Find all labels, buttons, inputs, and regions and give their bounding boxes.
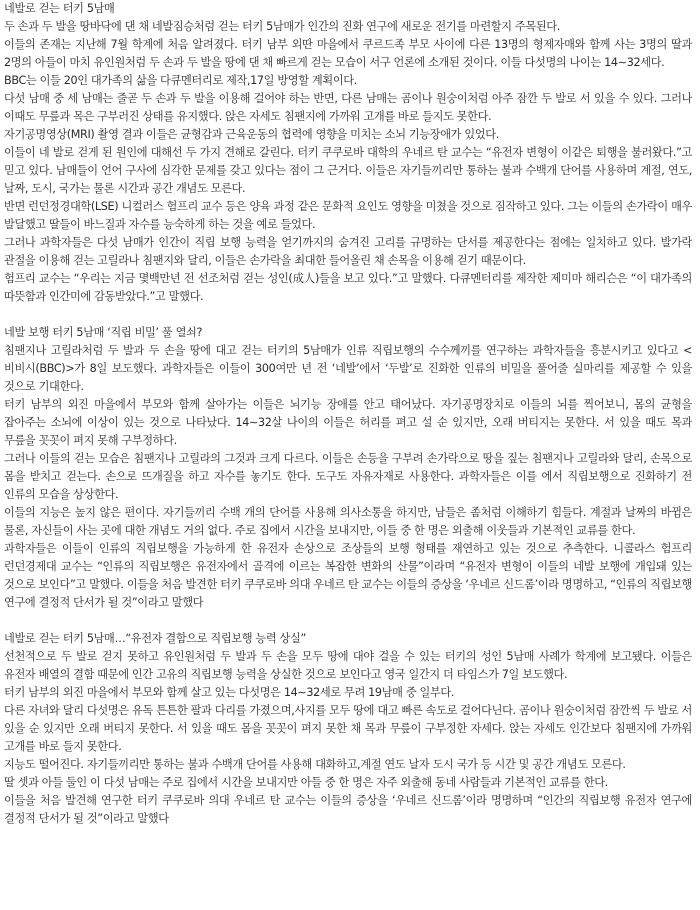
paragraph: 험프리 교수는 “우리는 지금 몇백만년 전 선조처럼 걷는 성인(成人)들을 보고 있다.”고 말했다. 다큐멘터리를 제작한 제미마 해리슨은 “이 대가족의 따뜻함과 인간미에 감동받았다.”고 말했다.: [4, 272, 692, 303]
paragraph: 과학자들은 이들이 인류의 직립보행을 가능하게 한 유전자 손상으로 조상들의 보행 형태를 재연하고 있는 것으로 추측한다. 니콜라스 험프리 런던경제대 교수는 “인류의 직립보행은 유전자에서 골격에 이르는 복잡한 변화의 산물”이라며 “유전자 변형이 이들의 네발 보행에 개입돼 있는 것으로 보인다”고 말했다. 이들을 처음 발견한 터키 쿠쿠로바 의대 우네르 탄 교수는 이들의 증상을 ‘우네르 신드롬’이라 명명하고, “인류의 직립보행 연구에 결정적 단서가 될 것”이라고 말했다: [4, 542, 692, 609]
paragraph: 이들의 지능은 높지 않은 편이다. 자기들끼리 수백 개의 단어를 사용해 의사소통을 하지만, 남들은 좀처럼 이해하기 힘들다. 계절과 날짜의 바뀜은 물론, 자신들이 사는 곳에 대한 개념도 거의 없다. 주로 집에서 시간을 보내지만, 이들 중 한 명은 외출해 이웃들과 기본적인 교류를 한다.: [4, 506, 692, 537]
paragraph: BBC는 이들 20인 대가족의 삶을 다큐멘터리로 제작,17일 방영할 계획이다.: [4, 74, 357, 87]
article-section-1: [4, 0, 692, 306]
section-title: 네발로 걷는 터키 5남매…“유전자 결함으로 직립보행 능력 상실”: [4, 632, 306, 645]
paragraph: 두 손과 두 발을 땅바닥에 댄 채 네발짐승처럼 걷는 터키 5남매가 인간의 진화 연구에 새로운 전기를 마련할지 주목된다.: [4, 20, 560, 33]
section-spacer: [4, 306, 692, 324]
paragraph: 자기공명영상(MRI) 촬영 결과 이들은 균형감과 근육운동의 협력에 영향을 미치는 소뇌 기능장애가 있었다.: [4, 128, 499, 141]
paragraph: 이들의 존재는 지난해 7월 학계에 처음 알려졌다. 터키 남부 외딴 마을에서 쿠르드족 부모 사이에 다른 13명의 형제자매와 함께 사는 3명의 딸과 2명의 아들이 마치 유인원처럼 두 손과 두 발을 땅에 댄 채 빠르게 걷는 모습이 서구 언론에 소개된 것이다. 이들 다섯명의 나이는 14∼32세다.: [4, 38, 692, 69]
section-title: 네발로 걷는 터키 5남매: [4, 2, 115, 15]
section-spacer: [4, 612, 692, 630]
paragraph: 그러나 과학자들은 다섯 남매가 인간이 직립 보행 능력을 얻기까지의 숨겨진 고리를 규명하는 단서를 제공한다는 점에는 일치하고 있다. 발가락 관절을 이용해 걷는 고릴라나 침팬지와 달리, 이들은 손가락을 최대한 들어올린 채 손목을 이용해 걷기 때문이다.: [4, 236, 692, 267]
paragraph: 이들을 처음 발견해 연구한 터키 쿠쿠로바 의대 우네르 탄 교수는 이들의 증상을 ‘우네르 신드롬’이라 명명하며 “인간의 직립보행 유전자 연구에 결정적 단서가 될 것”이라고 말했다: [4, 794, 692, 825]
article-section-3: [4, 630, 692, 828]
paragraph: 선천적으로 두 발로 걷지 못하고 유인원처럼 두 발과 두 손을 모두 땅에 대야 걸을 수 있는 터키의 성인 5남매 사례가 학계에 보고됐다. 이들은 유전자 배열의 결함 때문에 인간 고유의 직립보행 능력을 상실한 것으로 보인다고 영국 일간지 더 타임스가 7일 보도했다.: [4, 650, 692, 681]
paragraph: 터키 남부의 외진 마을에서 부모와 함께 살아가는 이들은 뇌기능 장애를 안고 태어났다. 자기공명장치로 이들의 뇌를 찍어보니, 몸의 균형을 잡아주는 소뇌에 이상이 있는 것으로 나타났다. 14∼32살 나이의 이들은 허리를 펴고 설 순 있지만, 오래 버티지는 못한다. 서 있을 때도 목과 무릎을 꼿꼿이 펴지 못해 구부정하다.: [4, 398, 692, 447]
paragraph: 지능도 떨어진다. 자기들끼리만 통하는 불과 수백개 단어를 사용해 대화하고,계절 연도 날자 도시 국가 등 시간 및 공간 개념도 모른다.: [4, 758, 626, 771]
paragraph: 그러나 이들의 걷는 모습은 침팬지나 고릴라의 그것과 크게 다르다. 이들은 손등을 구부려 손가락으로 땅을 짚는 침팬지나 고릴라와 달리, 손목으로 몸을 받치고 걷는다. 손으로 뜨개질을 하고 자수를 놓기도 한다. 도구도 자유자재로 사용한다. 과학자들은 이를 에서 직립보행으로 진화하기 전 인류의 모습을 상상한다.: [4, 452, 692, 501]
paragraph: 이들이 네 발로 걷게 된 원인에 대해선 두 가지 견해로 갈린다. 터키 쿠쿠로바 대학의 우네르 탄 교수는 “유전자 변형이 이같은 퇴행을 불러왔다.”고 믿고 있다. 남매들이 언어 구사에 심각한 문제를 갖고 있다는 점이 그 근거다. 이들은 자기들끼리만 통하는 불과 수백개 단어를 사용하며 계절, 연도, 날짜, 도시, 국가는 물론 시간과 공간 개념도 모른다.: [4, 146, 692, 195]
article-section-2: [4, 324, 692, 612]
section-title: 네발 보행 터키 5남매 ‘직립 비밀’ 풀 열쇠?: [4, 326, 203, 339]
paragraph: 다른 자녀와 달리 다섯명은 유독 튼튼한 팔과 다리를 가졌으며,사지를 모두 땅에 대고 빠른 속도로 걸어다닌다. 곰이나 원숭이처럼 잠깐씩 두 발로 서 있을 순 있지만 오래 버티지 못한다. 서 있을 때도 몸을 꼿꼿이 펴지 못한 채 목과 무릎이 구부정한 자세다. 앉는 자세도 인간보다 침팬지에 가까워 고개를 바로 들지 못한다.: [4, 704, 692, 753]
paragraph: 다섯 남매 중 세 남매는 줄곧 두 손과 두 발을 이용해 걸어야 하는 반면, 다른 남매는 곰이나 원숭이처럼 아주 잠깐 두 발로 서 있을 수 있다. 그러나 이때도 무릎과 목은 구부러진 상태를 유지했다. 앉은 자세도 침팬지에 가까워 고개를 바로 들지도 못한다.: [4, 92, 692, 123]
paragraph: 반면 런던정경대학(LSE) 니컬러스 험프리 교수 등은 양육 과정 같은 문화적 요인도 영향을 미쳤을 것으로 짐작하고 있다. 그는 이들의 손가락이 매우 발달했고 딸들이 바느질과 자수를 능숙하게 하는 것을 예로 들었다.: [4, 200, 692, 231]
paragraph: 터키 남부의 외진 마을에서 부모와 함께 살고 있는 다섯명은 14∼32세로 무려 19남매 중 일부다.: [4, 686, 455, 699]
paragraph: 딸 셋과 아들 둘인 이 다섯 남매는 주로 집에서 시간을 보내지만 아들 중 한 명은 자주 외출해 동네 사람들과 기본적인 교류를 한다.: [4, 776, 608, 789]
paragraph: 침팬지나 고릴라처럼 두 발과 두 손을 땅에 대고 걷는 터키의 5남매가 인류 직립보행의 수수께끼를 연구하는 과학자들을 흥분시키고 있다고 <비비시(BBC)>가 8일 보도했다. 과학자들은 이들이 300여만 년 전 ‘네발’에서 ‘두발’로 진화한 인류의 비밀을 풀어줄 실마리를 제공할 수 있을 것으로 기대한다.: [4, 344, 692, 393]
